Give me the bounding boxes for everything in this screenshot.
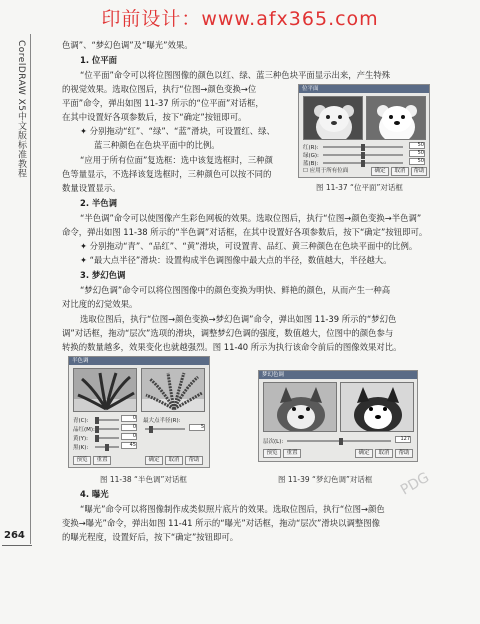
text-line: 命令，弹出如图 11-38 所示的“半色调”对话框，在其中设置好各项参数后，按下“确定”按钮即可。 [62, 227, 428, 237]
section-heading: 1. 位平面 [80, 55, 118, 65]
apply-all-checkbox[interactable]: ☐ 应用于所有位面 [303, 168, 349, 174]
bullet-item: ✦ 分别拖动“青”、“品红”、“黄”滑块，可设置青、品红、黄三种颜色在色块平面中的比例。 [80, 241, 418, 251]
cyan-slider[interactable] [95, 419, 119, 421]
dialog-titlebar [259, 371, 417, 379]
psychedelic-dialog [258, 370, 418, 462]
black-value[interactable]: 45 [121, 442, 137, 449]
figure-caption: 图 11-39 “梦幻色调”对话框 [278, 475, 373, 484]
level-label: 层次(L): [263, 439, 284, 445]
blue-value[interactable]: 50 [409, 158, 425, 165]
ok-button[interactable]: 确定 [145, 456, 163, 465]
ok-button[interactable]: 确定 [355, 449, 373, 458]
cancel-button[interactable]: 取消 [375, 449, 393, 458]
preview-original [73, 368, 137, 412]
dog-image [341, 383, 414, 432]
text-line: 色等量显示，不选择该复选框时，三种颜色可以按不同的 [62, 169, 272, 179]
green-label: 绿(G): [303, 153, 319, 159]
text-line: “位平面”命令可以将位图图像的颜色以红、绿、蓝三种色块平面显示出来，产生特殊 [80, 70, 391, 80]
figure-caption: 图 11-38 “半色调”对话框 [100, 475, 187, 484]
cyan-value[interactable]: 0 [121, 415, 137, 422]
green-value[interactable]: 50 [409, 150, 425, 157]
preview-result [340, 382, 414, 432]
text-line: 选取位图后，执行“位图→颜色变换→梦幻色调”命令，弹出如图 11-39 所示的“梦幻色 [80, 314, 397, 324]
preview-result [366, 96, 426, 140]
fern-image [142, 369, 205, 412]
text-line: “半色调”命令可以使图像产生彩色网板的效果。选取位图后，执行“位图→颜色变换→半色调” [80, 213, 422, 223]
text-line: 转换的数量越多，效果变化也就越强烈。图 11-40 所示为执行该命令前后的图像效果对比。 [62, 342, 402, 352]
preview-button[interactable]: 预览 [263, 449, 281, 458]
black-slider[interactable] [95, 446, 119, 448]
cancel-button[interactable]: 取消 [165, 456, 183, 465]
fern-image [74, 369, 137, 412]
red-value[interactable]: 50 [409, 142, 425, 149]
corner-watermark: PDG [398, 469, 433, 499]
max-radius-slider[interactable] [145, 428, 185, 430]
dialog-titlebar [299, 85, 429, 93]
cancel-button[interactable]: 取消 [391, 167, 409, 176]
section-heading: 4. 曝光 [80, 489, 109, 499]
help-button[interactable]: 帮助 [185, 456, 203, 465]
text-line: “曝光”命令可以将图像制作成类似照片底片的效果。选取位图后，执行“位图→颜色 [80, 504, 385, 514]
section-heading: 3. 梦幻色调 [80, 270, 126, 280]
dialog-title: 半色调 [72, 358, 89, 364]
preview-result [141, 368, 205, 412]
bear-image [304, 97, 363, 140]
reset-button[interactable]: 重置 [93, 456, 111, 465]
halftone-dialog [68, 356, 210, 468]
text-line: 的曝光程度，设置好后，按下“确定”按钮即可。 [62, 532, 239, 542]
text-line: 的视觉效果。选取位图后，执行“位图→颜色变换→位 [62, 84, 257, 94]
bit-planes-dialog [298, 84, 430, 178]
preview-button[interactable]: 预览 [73, 456, 91, 465]
yellow-value[interactable]: 0 [121, 433, 137, 440]
dialog-titlebar [69, 357, 209, 365]
magenta-label: 品红(M): [73, 427, 95, 433]
text-line: 调”对话框，拖动“层次”选项的滑块，调整梦幻色调的强度，数值越大，位图中的颜色参与 [62, 328, 394, 338]
help-button[interactable]: 帮助 [395, 449, 413, 458]
bullet-item: ✦ “最大点半径”滑块：设置构成半色调图像中最大点的半径，数值越大，半径越大。 [80, 255, 392, 265]
black-label: 黑(K): [73, 445, 89, 451]
magenta-slider[interactable] [95, 428, 119, 430]
checkbox-label: 应用于所有位面 [309, 168, 349, 174]
max-radius-label: 最大点半径(R): [143, 418, 181, 424]
text-line: 变换→曝光”命令，弹出如图 11-41 所示的“曝光”对话框，拖动“层次”滑块以调整图像 [62, 518, 380, 528]
help-button[interactable]: 帮助 [411, 167, 427, 176]
bear-image [367, 97, 426, 140]
text-line: 平面”命令，弹出如图 11-37 所示的“位平面”对话框， [62, 98, 264, 108]
reset-button[interactable]: 重置 [283, 449, 301, 458]
dialog-title: 梦幻色调 [262, 372, 285, 378]
watermark-text: 印前设计：www.afx365.com [101, 8, 379, 30]
preview-original [263, 382, 337, 432]
level-slider[interactable] [287, 440, 391, 442]
side-margin [0, 0, 32, 624]
dog-image [264, 383, 337, 432]
figure-caption: 图 11-37 “位平面”对话框 [316, 183, 403, 192]
margin-rule [30, 34, 31, 544]
text-line: 色调”、“梦幻色调”及“曝光”效果。 [62, 40, 193, 50]
yellow-label: 黄(Y): [73, 436, 89, 442]
text-line: 在其中设置好各项参数后，按下“确定”按钮即可。 [62, 112, 247, 122]
dialog-title: 位平面 [302, 86, 319, 92]
bullet-item: ✦ 分别拖动“红”、“绿”、“蓝”滑块，可设置红、绿、 [80, 126, 275, 136]
text-line: “梦幻色调”命令可以将位图图像中的颜色变换为明快、鲜艳的颜色，从而产生一种高 [80, 285, 391, 295]
magenta-value[interactable]: 0 [121, 424, 137, 431]
red-slider[interactable] [323, 146, 403, 148]
max-radius-value[interactable]: 5 [189, 424, 205, 431]
red-label: 红(R): [303, 145, 319, 151]
section-heading: 2. 半色调 [80, 198, 118, 208]
preview-original [303, 96, 363, 140]
page-number: 264 [4, 530, 25, 541]
book-title: CorelDRAW X5中文版标准教程 [16, 40, 26, 178]
text-line: 蓝三种颜色在色块平面中的比例。 [94, 140, 220, 150]
text-line: 数量设置显示。 [62, 183, 121, 193]
ok-button[interactable]: 确定 [371, 167, 389, 176]
yellow-slider[interactable] [95, 437, 119, 439]
text-line: “应用于所有位面”复选框：选中该复选框时，三种颜 [80, 155, 273, 165]
page-number-rule [2, 545, 32, 546]
blue-label: 蓝(B): [303, 161, 319, 167]
cyan-label: 青(C): [73, 418, 89, 424]
green-slider[interactable] [323, 154, 403, 156]
blue-slider[interactable] [323, 162, 403, 164]
text-line: 对比度的幻觉效果。 [62, 299, 138, 309]
level-value[interactable]: 127 [395, 436, 411, 443]
